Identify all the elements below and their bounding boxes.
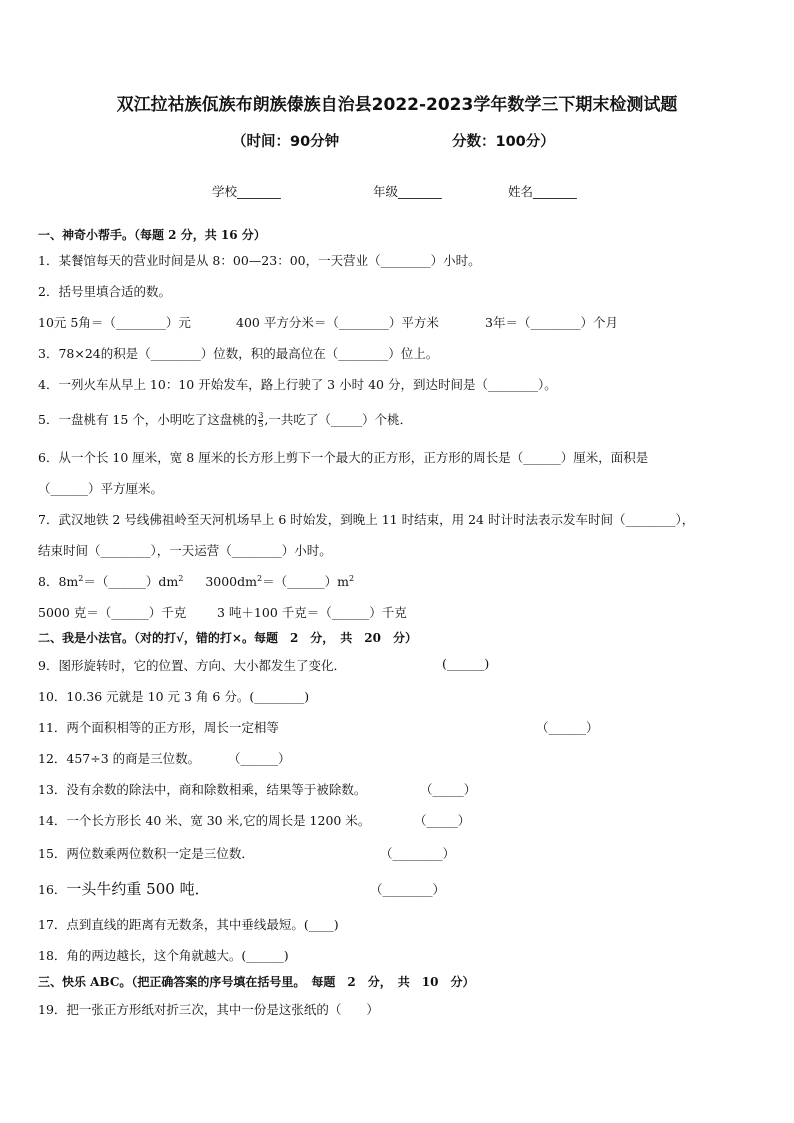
exam-score: 分数：100分）	[452, 134, 555, 150]
question-8-part-b2: ＝（______）m	[262, 574, 349, 589]
question-8-part-c: 5000 克＝（______）千克	[38, 605, 187, 620]
fraction	[258, 412, 263, 429]
question-16-text: 一头牛约重 500 吨．	[66, 880, 210, 898]
question-18: 18．角的两边越长，这个角就越大。(______)	[38, 948, 289, 963]
fraction-denominator: 5	[258, 420, 264, 429]
question-8-part-b: 3000dm	[205, 574, 257, 589]
question-2-part-a: 10元 5角＝（________）元	[38, 315, 191, 330]
question-11-answer-blank[interactable]: （______）	[536, 720, 599, 735]
question-6: 6．从一个长 10 厘米，宽 8 厘米的长方形上剪下一个最大的正方形，正方形的周长是（______）厘米，面积是	[38, 450, 649, 465]
school-field[interactable]: 学校_______	[212, 184, 281, 199]
question-13-answer-blank[interactable]: （_____）	[420, 782, 477, 797]
question-2: 2．括号里填合适的数。	[38, 284, 171, 299]
question-8-part-a2: ＝（______）dm	[83, 574, 179, 589]
question-9: 9．图形旋转时，它的位置、方向、大小都发生了变化．	[38, 658, 346, 673]
name-field[interactable]: 姓名_______	[508, 184, 577, 199]
question-9-answer-blank[interactable]: (______)	[442, 656, 490, 671]
question-5-text: 5．一盘桃有 15 个，小明吃了这盘桃的	[38, 412, 258, 427]
question-16-number: 16．	[38, 882, 67, 897]
question-1: 1．某餐馆每天的营业时间是从 8：00—23：00，一天营业（________）小时。	[38, 253, 481, 268]
section-heading-2: 二、我是小法官。（对的打√，错的打×。每题 2 分， 共 20 分）	[38, 631, 417, 645]
question-4: 4．一列火车从早上 10：10 开始发车，路上行驶了 3 小时 40 分，到达时间是（________）。	[38, 377, 557, 392]
question-17: 17．点到直线的距离有无数条，其中垂线最短。(____)	[38, 917, 339, 932]
section-heading-1: 一、神奇小帮手。（每题 2 分，共 16 分）	[38, 228, 266, 242]
superscript: 2	[256, 573, 263, 583]
question-13: 13．没有余数的除法中，商和除数相乘，结果等于被除数。	[38, 782, 367, 797]
question-7: 7．武汉地铁 2 号线佛祖岭至天河机场早上 6 时始发，到晚上 11 时结束，用 24 时计时法表示发车时间（________），	[38, 512, 695, 527]
question-12: 12．457÷3 的商是三位数。	[38, 751, 201, 766]
superscript: 2	[78, 573, 84, 583]
question-8-part-d: 3 吨＋100 千克＝（______）千克	[217, 605, 407, 620]
exam-time: （时间：90分钟	[232, 134, 340, 150]
grade-field[interactable]: 年级_______	[373, 184, 442, 199]
question-6-cont: （______）平方厘米。	[38, 481, 164, 496]
question-8	[38, 572, 354, 590]
question-16	[38, 878, 210, 899]
question-12-answer-blank[interactable]: （______）	[228, 751, 291, 766]
superscript: 2	[178, 573, 184, 583]
question-15: 15．两位数乘两位数积一定是三位数．	[38, 846, 254, 861]
page-title: 双江拉祜族佤族布朗族傣族自治县2022-2023学年数学三下期末检测试题	[116, 95, 678, 115]
question-5-text-end: ,一共吃了（_____）个桃．	[264, 412, 413, 427]
question-16-answer-blank[interactable]: （________）	[370, 882, 446, 897]
question-3: 3．78×24的积是（________）位数，积的最高位在（________）位上。	[38, 346, 439, 361]
question-8-part-a: 8．8m	[38, 574, 79, 589]
question-14-answer-blank[interactable]: （_____）	[414, 813, 471, 828]
fraction-numerator: 3	[258, 411, 264, 420]
question-5	[38, 410, 412, 429]
question-14: 14．一个长方形长 40 米、宽 30 米,它的周长是 1200 米。	[38, 813, 371, 828]
superscript: 2	[348, 573, 355, 583]
question-19: 19．把一张正方形纸对折三次，其中一份是这张纸的（ ）	[38, 1002, 379, 1017]
question-2-part-b: 400 平方分米＝（________）平方米	[236, 315, 439, 330]
question-15-answer-blank[interactable]: （________）	[380, 846, 456, 861]
question-11: 11．两个面积相等的正方形，周长一定相等	[38, 720, 279, 735]
question-10: 10．10.36 元就是 10 元 3 角 6 分。(________)	[38, 689, 310, 704]
question-7-cont: 结束时间（________），一天运营（________）小时。	[38, 543, 332, 558]
section-heading-3: 三、快乐 ABC。（把正确答案的序号填在括号里。 每题 2 分， 共 10 分）	[38, 975, 475, 989]
question-2-part-c: 3年＝（________）个月	[485, 315, 618, 330]
